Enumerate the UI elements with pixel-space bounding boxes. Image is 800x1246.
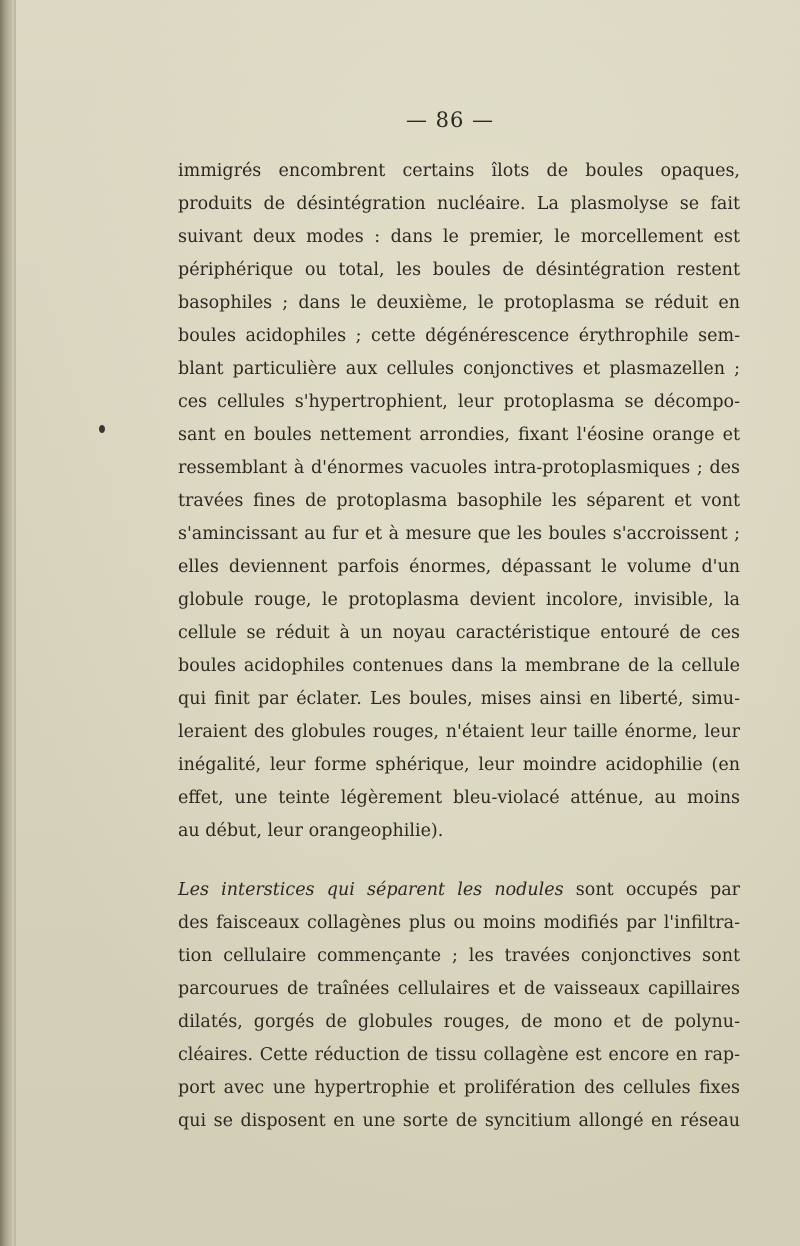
text-line: suivant deux modes : dans le premier, le morcellement est	[178, 227, 740, 247]
page-gutter	[0, 0, 14, 1246]
text-line: sant en boules nettement arrondies, fixant l'éosine orange et	[178, 425, 740, 445]
page-number: — 86 —	[405, 108, 495, 132]
text-line: cellule se réduit à un noyau caractéristique entouré de ces	[178, 623, 740, 643]
text-line: globule rouge, le protoplasma devient incolore, invisible, la	[178, 590, 740, 610]
text-line: tion cellulaire commençante ; les travées conjonctives sont	[178, 946, 740, 966]
text-line: ces cellules s'hypertrophient, leur protoplasma se décompo-	[178, 392, 740, 412]
text-line: qui se disposent en une sorte de syncitium allongé en réseau	[178, 1111, 740, 1131]
text-line: des faisceaux collagènes plus ou moins modifiés par l'infiltra-	[178, 913, 740, 933]
text-line: s'amincissant au fur et à mesure que les boules s'accroissent ;	[178, 524, 740, 544]
text-line: port avec une hypertrophie et prolifération des cellules fixes	[178, 1078, 740, 1098]
paragraph-2	[178, 874, 740, 1138]
italic-lead: Les interstices qui séparent les nodules	[178, 880, 564, 900]
text-line: blant particulière aux cellules conjonctives et plasmazellen ;	[178, 359, 740, 379]
text-line-first	[178, 874, 740, 907]
text-line: effet, une teinte légèrement bleu-violacé atténue, au moins	[178, 788, 740, 808]
ink-spot	[99, 425, 105, 433]
paragraph-1	[178, 155, 740, 848]
text-line: inégalité, leur forme sphérique, leur moindre acidophilie (en	[178, 755, 740, 775]
text-line: au début, leur orangeophilie).	[178, 821, 444, 841]
text-line: leraient des globules rouges, n'étaient leur taille énorme, leur	[178, 722, 740, 742]
text-line: elles deviennent parfois énormes, dépassant le volume d'un	[178, 557, 740, 577]
text-line: basophiles ; dans le deuxième, le protoplasma se réduit en	[178, 293, 740, 313]
first-line-rest: sont occupés par	[563, 880, 740, 900]
text-line: immigrés encombrent certains îlots de boules opaques,	[178, 161, 740, 181]
text-line: périphérique ou total, les boules de désintégration restent	[178, 260, 740, 280]
text-line: qui finit par éclater. Les boules, mises ainsi en liberté, simu-	[178, 689, 740, 709]
text-line: parcourues de traînées cellulaires et de vaisseaux capillaires	[178, 979, 740, 999]
text-line: produits de désintégration nucléaire. La plasmolyse se fait	[178, 194, 740, 214]
text-line: boules acidophiles contenues dans la membrane de la cellule	[178, 656, 740, 676]
text-line: travées fines de protoplasma basophile les séparent et vont	[178, 491, 740, 511]
text-line: ressemblant à d'énormes vacuoles intra-protoplasmiques ; des	[178, 458, 740, 478]
text-line: boules acidophiles ; cette dégénérescence érythrophile sem-	[178, 326, 740, 346]
text-line: dilatés, gorgés de globules rouges, de mono et de polynu-	[178, 1012, 740, 1032]
text-line: cléaires. Cette réduction de tissu collagène est encore en rap-	[178, 1045, 740, 1065]
gutter-edge	[14, 0, 16, 1246]
